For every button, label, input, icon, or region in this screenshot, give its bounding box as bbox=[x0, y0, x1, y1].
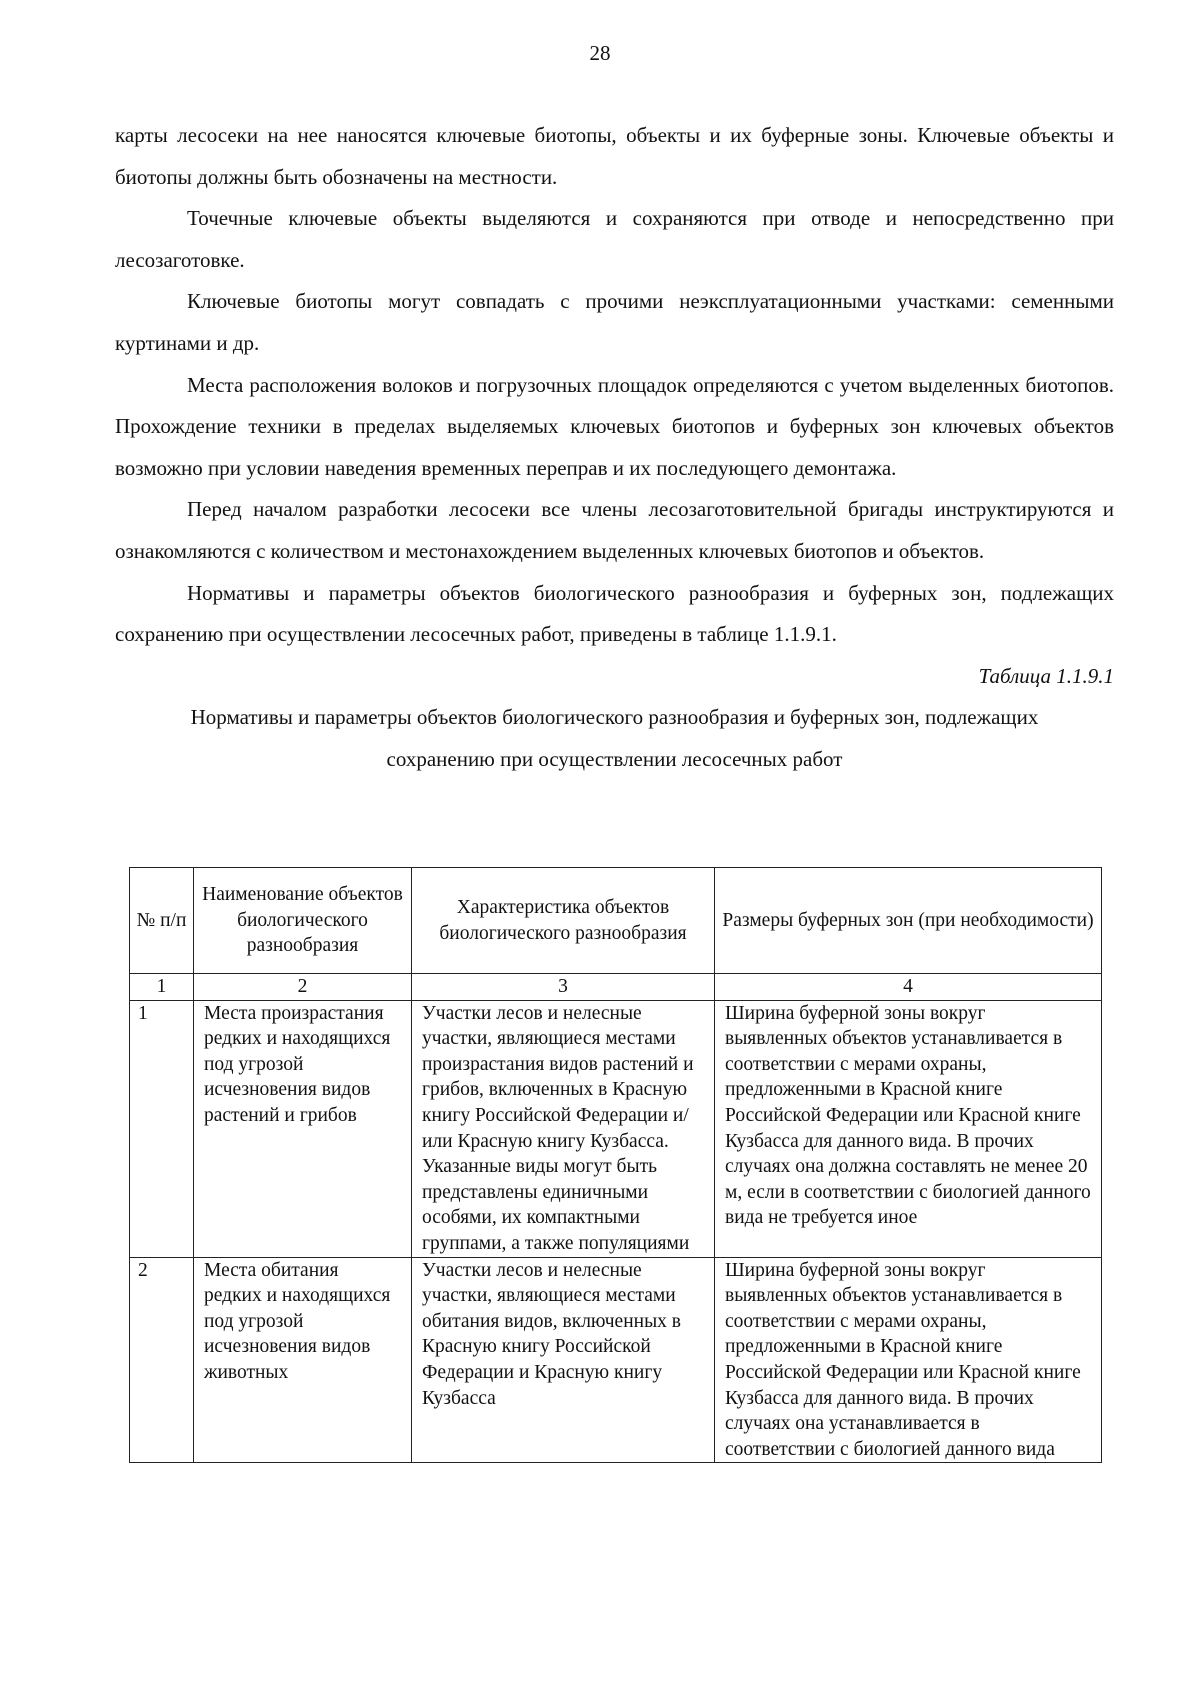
paragraph: Места расположения волоков и погрузочных площадок определяются с учетом выделенных биотопов. Прохождение техники в пределах выделяемых ключевых биотопов и буферных зон ключевых объектов возможно при условии наведения временных переправ и их последующего демонтажа. bbox=[115, 372, 1114, 480]
buffer-size-cell: Ширина буферной зоны вокруг выявленных объектов устанавливается в соответствии с мерами охраны, предложенными в Красной книге Российской Федерации или Красной книге Кузбасса для данного вида. В прочих случаях она должна составлять не менее 20 м, если в соответствии с биологией данного вида не требуется иное bbox=[715, 1000, 1102, 1257]
row-number: 2 bbox=[130, 1257, 194, 1463]
column-number: 1 bbox=[130, 974, 194, 1001]
paragraph: Точечные ключевые объекты выделяются и сохраняются при отводе и непосредственно при лесозаготовке. bbox=[115, 206, 1114, 272]
paragraph: карты лесосеки на нее наносятся ключевые биотопы, объекты и их буферные зоны. Ключевые объекты и биотопы должны быть обозначены на местности. bbox=[115, 123, 1114, 189]
table-title: Нормативы и параметры объектов биологического разнообразия и буферных зон, подлежащих сохранению при осуществлении лесосечных работ bbox=[190, 705, 1039, 771]
column-number: 4 bbox=[715, 974, 1102, 1001]
page-number: 28 bbox=[589, 41, 611, 65]
column-header: Характеристика объектов биологического разнообразия bbox=[412, 868, 715, 974]
biodiversity-table bbox=[129, 867, 1102, 1463]
column-header: Наименование объектов биологического разнообразия bbox=[194, 868, 412, 974]
body-text bbox=[115, 115, 1114, 781]
column-header: № п/п bbox=[130, 868, 194, 974]
table-label: Таблица 1.1.9.1 bbox=[978, 663, 1114, 688]
table-row bbox=[130, 1257, 1102, 1463]
object-name-cell: Места произрастания редких и находящихся под угрозой исчезновения видов растений и грибов bbox=[194, 1000, 412, 1257]
characteristic-cell: Участки лесов и нелесные участки, являющиеся местами произрастания видов растений и грибов, включенных в Красную книгу Российской Федерации и/или Красную книгу Кузбасса. Указанные виды могут быть представлены единичными особями, их компактными группами, а также популяциями bbox=[412, 1000, 715, 1257]
object-name-cell: Места обитания редких и находящихся под угрозой исчезновения видов животных bbox=[194, 1257, 412, 1463]
table-header-row bbox=[130, 868, 1102, 974]
column-header: Размеры буферных зон (при необходимости) bbox=[715, 868, 1102, 974]
paragraph: Ключевые биотопы могут совпадать с прочими неэксплуатационными участками: семенными куртинами и др. bbox=[115, 289, 1114, 355]
column-number: 3 bbox=[412, 974, 715, 1001]
paragraph: Нормативы и параметры объектов биологического разнообразия и буферных зон, подлежащих сохранению при осуществлении лесосечных работ, приведены в таблице 1.1.9.1. bbox=[115, 580, 1114, 647]
column-number-row bbox=[130, 974, 1102, 1001]
buffer-size-cell: Ширина буферной зоны вокруг выявленных объектов устанавливается в соответствии с мерами охраны, предложенными в Красной книге Российской Федерации или Красной книге Кузбасса для данного вида. В прочих случаях она устанавливается в соответствии с биологией данного вида bbox=[715, 1257, 1102, 1463]
paragraph: Перед началом разработки лесосеки все члены лесозаготовительной бригады инструктируются и ознакомляются с количеством и местонахождением выделенных ключевых биотопов и объектов. bbox=[115, 497, 1114, 563]
row-number: 1 bbox=[130, 1000, 194, 1257]
characteristic-cell: Участки лесов и нелесные участки, являющиеся местами обитания видов, включенных в Красную книгу Российской Федерации и Красную книгу Кузбасса bbox=[412, 1257, 715, 1463]
table-row bbox=[130, 1000, 1102, 1257]
column-number: 2 bbox=[194, 974, 412, 1001]
